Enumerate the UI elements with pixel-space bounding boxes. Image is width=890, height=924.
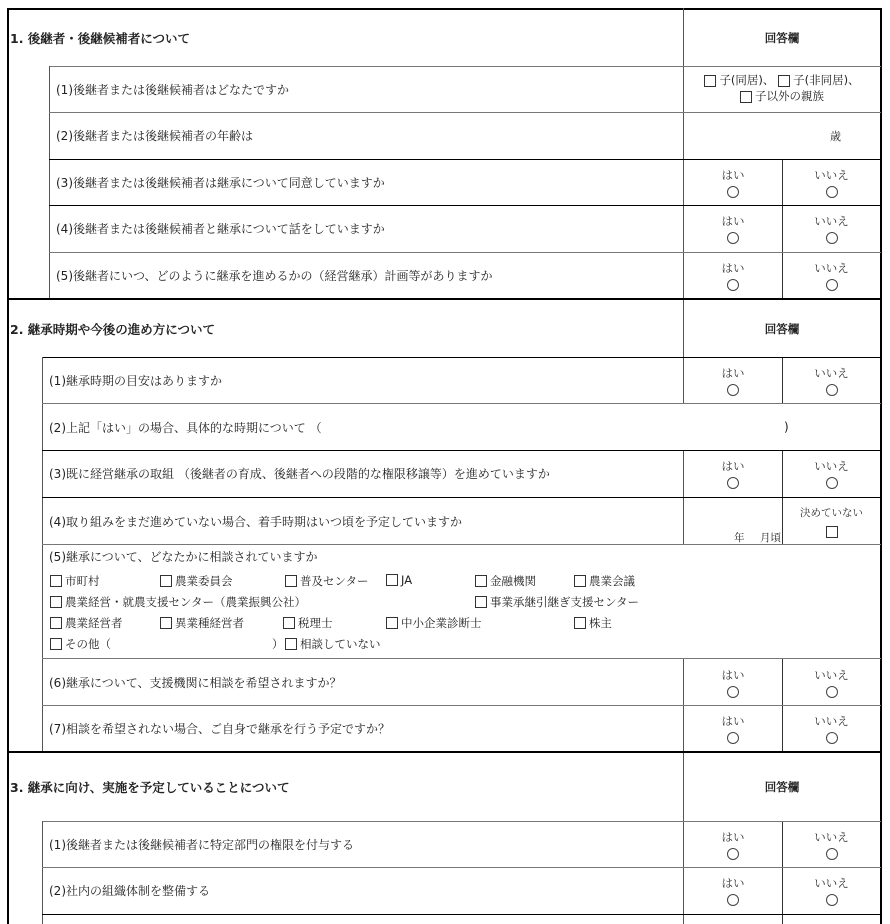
no-option[interactable] [783, 206, 880, 251]
age-input[interactable] [690, 113, 842, 158]
age-unit: 歳 [830, 129, 841, 143]
undecided-option[interactable] [783, 498, 880, 544]
yes-label: はい [721, 366, 745, 380]
question-2-7: (7)相談を希望されない場合、ご自身で継承を行う予定ですか？ [49, 722, 391, 736]
no-option[interactable] [783, 706, 880, 751]
yes-label: はい [721, 830, 745, 844]
radio-no[interactable] [826, 732, 838, 744]
checkbox[interactable] [386, 617, 398, 629]
no-option[interactable] [783, 451, 880, 496]
checkbox[interactable] [50, 575, 62, 587]
option-label: 税理士 [298, 616, 333, 630]
year-label: 年 [734, 532, 745, 544]
option-municipality[interactable] [50, 573, 100, 589]
no-label: いいえ [814, 830, 849, 844]
no-option[interactable] [783, 659, 880, 705]
no-option[interactable] [783, 160, 880, 205]
question-1-5: (5)後継者にいつ、どのように継承を進めるかの（経営継承）計画等がありますか [56, 269, 493, 283]
yes-option[interactable] [684, 253, 782, 298]
option-label: 事業承継引継ぎ支援センター [490, 595, 640, 609]
yes-label: はい [721, 714, 745, 728]
option-label: 普及センター [300, 574, 369, 588]
other-input[interactable] [120, 634, 270, 650]
section-1-title: 1. 後継者・後継候補者について [10, 31, 191, 46]
answer-header: 回答欄 [764, 321, 800, 336]
option-label: 農業経営・就農支援センター（農業振興公社） [65, 595, 307, 609]
checkbox-child-separate[interactable] [778, 75, 790, 87]
no-option[interactable] [783, 868, 880, 913]
yes-label: はい [721, 261, 745, 275]
radio-yes[interactable] [727, 384, 739, 396]
checkbox-undecided[interactable] [826, 526, 838, 538]
option-agri-support-center[interactable] [50, 594, 306, 610]
yes-label: はい [721, 168, 745, 182]
option-agri-committee[interactable] [160, 573, 233, 589]
question-3-1: (1)後継者または後継候補者に特定部門の権限を付与する [49, 838, 355, 852]
checkbox[interactable] [50, 638, 62, 650]
option-label: 相談していない [300, 637, 381, 651]
yes-option[interactable] [684, 868, 782, 913]
checkbox[interactable] [50, 617, 62, 629]
divider [42, 914, 881, 915]
month-label: 月頃 [760, 532, 781, 544]
option-label: 金融機関 [490, 574, 536, 588]
yes-option[interactable] [684, 160, 782, 205]
no-label: いいえ [814, 366, 849, 380]
radio-yes[interactable] [727, 732, 739, 744]
no-label: いいえ [814, 714, 849, 728]
checkbox[interactable] [160, 617, 172, 629]
question-2-6: (6)継承について、支援機関に相談を希望されますか？ [49, 675, 342, 690]
checkbox[interactable] [285, 638, 297, 650]
no-label: いいえ [814, 667, 849, 682]
answer-header: 回答欄 [764, 31, 800, 45]
radio-yes[interactable] [727, 848, 739, 860]
question-2-1: (1)継承時期の目安はありますか [49, 374, 222, 388]
checkbox[interactable] [50, 596, 62, 608]
no-label: いいえ [814, 168, 849, 182]
option-other-industry-manager[interactable] [160, 615, 244, 631]
yes-option[interactable] [684, 358, 782, 403]
option-tax-accountant[interactable] [283, 615, 333, 631]
yes-label: はい [721, 459, 745, 473]
yes-option[interactable] [684, 451, 782, 496]
answer-header: 回答欄 [764, 780, 800, 794]
option-label: 異業種経営者 [175, 616, 244, 630]
successor-type-answer [684, 67, 880, 112]
option-label: その他（ [65, 637, 111, 651]
option-label: 農業会議 [589, 574, 635, 588]
checkbox[interactable] [475, 596, 487, 608]
yes-option[interactable] [684, 706, 782, 751]
radio-yes[interactable] [727, 232, 739, 244]
checkbox[interactable] [475, 575, 487, 587]
other-close-paren [272, 636, 284, 652]
section-3-title: 3. 継承に向け、実施を予定していることについて [10, 780, 290, 795]
option-not-consulted[interactable] [285, 636, 381, 652]
question-1-4: (4)後継者または後継候補者と継承について話をしていますか [56, 222, 385, 236]
radio-no[interactable] [826, 232, 838, 244]
yes-label: はい [721, 667, 745, 682]
option-other[interactable] [50, 636, 111, 652]
form-border-left [7, 8, 9, 924]
question-1-2: (2)後継者または後継候補者の年齢は [56, 129, 253, 143]
radio-yes[interactable] [727, 686, 739, 698]
no-label: いいえ [814, 459, 849, 473]
checkbox[interactable] [574, 575, 586, 587]
question-3-2: (2)社内の組織体制を整備する [49, 884, 210, 898]
question-1-3: (3)後継者または後継候補者は継承について同意していますか [56, 176, 385, 190]
question-1-1: (1)後継者または後継候補者はどなたですか [56, 83, 289, 97]
no-option[interactable] [783, 822, 880, 867]
form-border-right [880, 8, 882, 924]
radio-no[interactable] [826, 186, 838, 198]
section-2-title: 2. 継承時期や今後の進め方について [10, 321, 216, 337]
option-label: 子(同居)、 [719, 73, 775, 87]
no-label: いいえ [814, 261, 849, 275]
close-paren: ) [784, 420, 789, 434]
question-2-3: (3)既に経営継承の取組 （後継者の育成、後継者への段階的な権限移譲等）を進めていますか [49, 467, 550, 481]
yes-option[interactable] [684, 822, 782, 867]
checkbox-child-cohabiting[interactable] [704, 75, 716, 87]
option-label: 市町村 [65, 574, 100, 588]
checkbox[interactable] [285, 575, 297, 587]
option-ja[interactable] [386, 573, 412, 587]
radio-yes[interactable] [727, 894, 739, 906]
option-extension-center[interactable] [285, 573, 369, 589]
radio-no[interactable] [826, 894, 838, 906]
radio-no[interactable] [826, 477, 838, 489]
radio-no[interactable] [826, 384, 838, 396]
option-label: 株主 [589, 616, 612, 630]
option-label: 農業経営者 [65, 616, 123, 630]
option-sme-consultant[interactable] [386, 615, 482, 631]
radio-no[interactable] [826, 686, 838, 698]
no-label: いいえ [814, 876, 849, 890]
question-2-4: (4)取り組みをまだ進めていない場合、着手時期はいつ頃を予定していますか [49, 514, 463, 529]
option-label: JA [401, 573, 413, 587]
undecided-label: 決めていない [800, 506, 863, 519]
radio-no[interactable] [826, 279, 838, 291]
radio-yes[interactable] [727, 279, 739, 291]
yes-option[interactable] [684, 206, 782, 251]
question-2-2: (2)上記「はい」の場合、具体的な時期について （ [49, 420, 322, 435]
no-option[interactable] [783, 358, 880, 403]
option-business-succession-center[interactable] [475, 594, 639, 610]
no-option[interactable] [783, 253, 880, 298]
checkbox[interactable] [574, 617, 586, 629]
yes-option[interactable] [684, 659, 782, 705]
option-agri-council[interactable] [574, 573, 635, 589]
option-label: 子(非同居)、 [793, 73, 860, 87]
option-farm-manager[interactable] [50, 615, 123, 631]
specific-timing-input[interactable] [420, 404, 780, 450]
question-2-5: (5)継承について、どなたかに相談されていますか [49, 549, 318, 564]
yes-label: はい [721, 876, 745, 890]
close-paren: ） [272, 637, 284, 651]
checkbox[interactable] [386, 574, 398, 586]
option-financial-institution[interactable] [475, 573, 536, 589]
option-label: 農業委員会 [175, 574, 233, 588]
option-shareholder[interactable] [574, 615, 612, 631]
checkbox[interactable] [283, 617, 295, 629]
option-label: 子以外の親族 [755, 89, 824, 103]
radio-no[interactable] [826, 848, 838, 860]
yes-label: はい [721, 214, 745, 228]
no-label: いいえ [814, 214, 849, 228]
checkbox[interactable] [160, 575, 172, 587]
checkbox-other-relative[interactable] [740, 91, 752, 103]
radio-yes[interactable] [727, 186, 739, 198]
option-label: 中小企業診断士 [401, 616, 482, 630]
radio-yes[interactable] [727, 477, 739, 489]
